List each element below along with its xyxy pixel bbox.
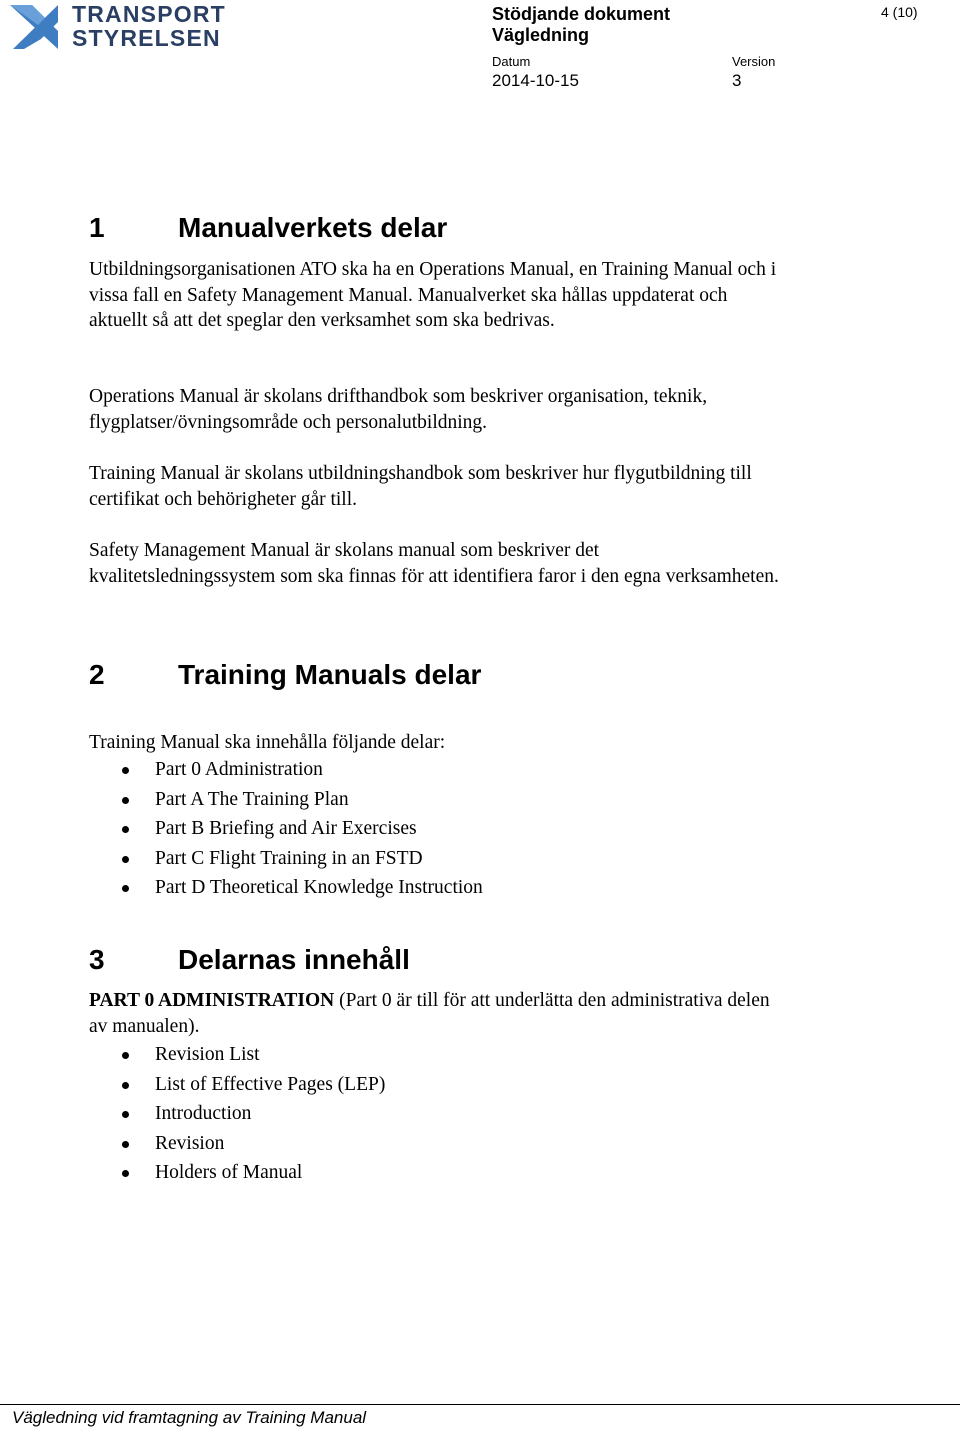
part-0-list	[89, 1042, 385, 1190]
document-subtype: Vägledning	[492, 25, 590, 45]
bullet-icon	[122, 1052, 129, 1059]
list-item: Part A The Training Plan	[89, 787, 483, 817]
bullet-icon	[122, 856, 129, 863]
version-label: Version	[732, 54, 776, 69]
part-0-description	[89, 988, 789, 1039]
section-3-heading	[89, 944, 410, 976]
bullet-icon	[122, 767, 129, 774]
paragraph: Safety Management Manual är skolans manual som beskriver det kvalitetsledningssystem som ska finnas för att identifiera faror i den egna verksamheten.	[89, 540, 779, 587]
logo-wordmark	[72, 2, 226, 50]
part-heading: PART 0 ADMINISTRATION	[89, 990, 335, 1011]
section-number: 3	[89, 944, 105, 975]
page-number: 4 (10)	[881, 4, 918, 20]
section-title: Delarnas innehåll	[178, 944, 410, 975]
logo-line-1: TRANSPORT	[72, 1, 226, 27]
list-item: Part B Briefing and Air Exercises	[89, 816, 483, 846]
transportstyrelsen-logo	[10, 2, 225, 54]
paragraph: Operations Manual är skolans drifthandbok som beskriver organisation, teknik, flygplatser/övningsområde och personalutbildning.	[89, 386, 708, 433]
footer-text: Vägledning vid framtagning av Training Manual	[12, 1408, 367, 1427]
section-1-heading	[89, 212, 447, 244]
section-number: 2	[89, 659, 105, 690]
bullet-icon	[122, 1141, 129, 1148]
list-item: Part C Flight Training in an FSTD	[89, 846, 483, 876]
list-item: Part 0 Administration	[89, 757, 483, 787]
date-value: 2014-10-15	[492, 71, 579, 90]
bullet-icon	[122, 1082, 129, 1089]
list-intro: Training Manual ska innehålla följande delar:	[89, 732, 446, 753]
section-number: 1	[89, 212, 105, 243]
paragraph: Training Manual är skolans utbildningshandbok som beskriver hur flygutbildning till certifikat och behörigheter går till.	[89, 463, 752, 510]
bullet-icon	[122, 826, 129, 833]
bullet-icon	[122, 797, 129, 804]
version-value: 3	[732, 71, 742, 90]
part-desc: (Part 0 är till för att underlätta den administrativa delen av manualen).	[89, 990, 770, 1037]
date-label: Datum	[492, 54, 531, 69]
parts-list	[89, 757, 483, 905]
section-2-heading	[89, 659, 481, 691]
bullet-icon	[122, 1170, 129, 1177]
list-item: Revision	[89, 1131, 385, 1161]
bullet-icon	[122, 1111, 129, 1118]
list-item: Part D Theoretical Knowledge Instruction	[89, 875, 483, 905]
list-item: List of Effective Pages (LEP)	[89, 1072, 385, 1102]
section-title: Training Manuals delar	[178, 659, 482, 690]
logo-line-2: STYRELSEN	[72, 25, 221, 51]
section-title: Manualverkets delar	[178, 212, 448, 243]
list-item: Holders of Manual	[89, 1160, 385, 1190]
footer-divider	[0, 1404, 960, 1405]
document-type: Stödjande dokument	[492, 4, 671, 24]
paragraph: Utbildningsorganisationen ATO ska ha en Operations Manual, en Training Manual och i vissa fall en Safety Management Manual. Manualverket ska hållas uppdaterat och aktuellt så att det speglar den verksamhet som ska bedrivas.	[89, 259, 777, 332]
list-item: Introduction	[89, 1101, 385, 1131]
list-item: Revision List	[89, 1042, 385, 1072]
logo-mark-icon	[10, 2, 66, 52]
bullet-icon	[122, 885, 129, 892]
